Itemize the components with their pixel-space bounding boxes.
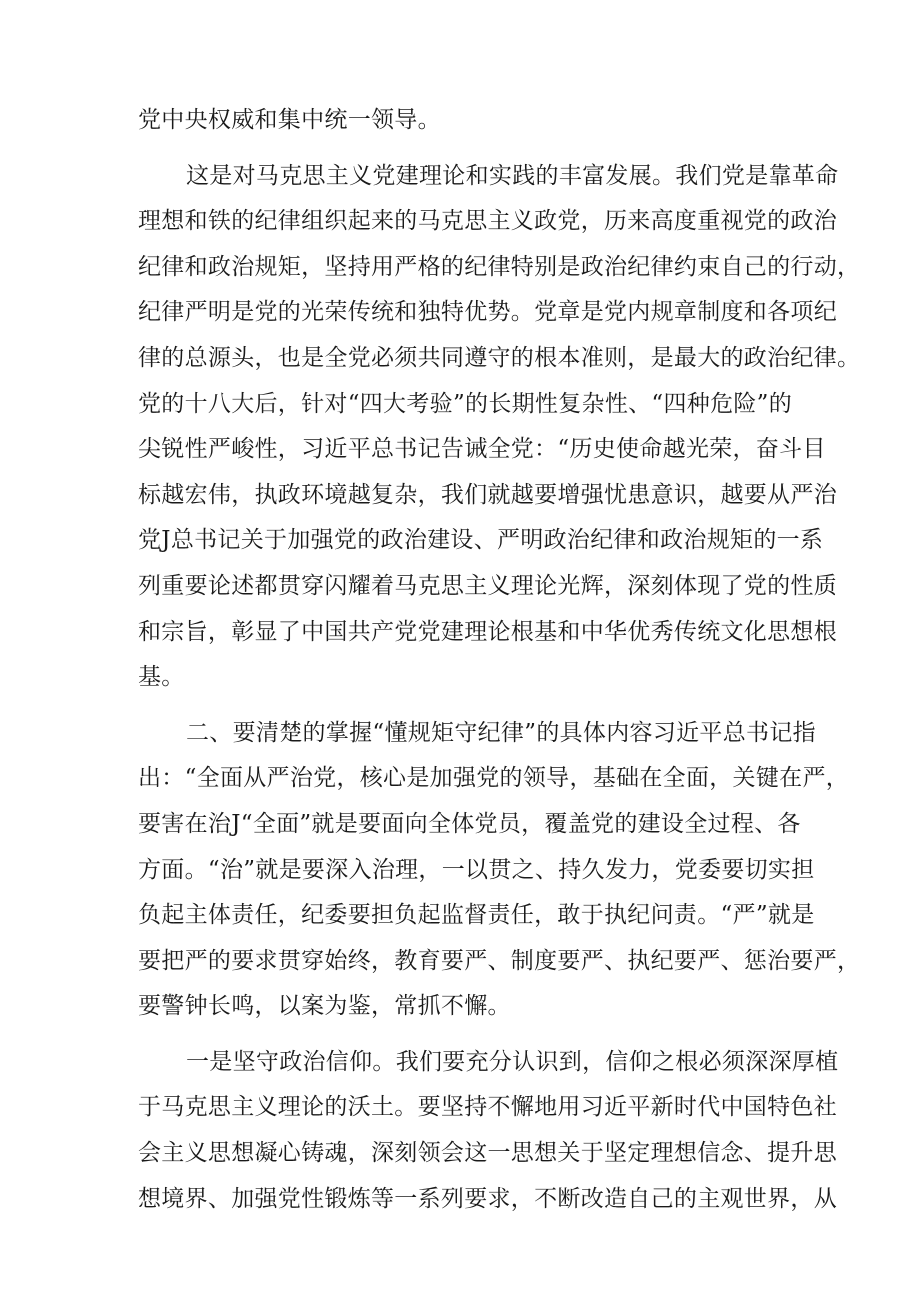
text-line: 想境界、加强党性锻炼等一系列要求，不断改造自己的主观世界，从 xyxy=(138,1185,837,1212)
text-line: 纪律和政治规矩，坚持用严格的纪律特别是政治纪律约束自己的行动， xyxy=(138,253,861,280)
text-line: 会主义思想凝心铸魂，深刻领会这一思想关于坚定理想信念、提升思 xyxy=(138,1140,837,1167)
text-line: 二、要清楚的掌握“懂规矩守纪律”的具体内容习近平总书记指 xyxy=(186,719,816,746)
text-line: 一是坚守政治信仰。我们要充分认识到，信仰之根必须深深厚植 xyxy=(186,1048,839,1075)
text-line: 标越宏伟，执政环境越复杂，我们就越要增强忧患意识，越要从严治 xyxy=(138,481,837,508)
text-line: 要把严的要求贯穿始终，教育要严、制度要严、执纪要严、惩治要严， xyxy=(138,947,861,974)
paragraph-1 xyxy=(138,98,778,144)
paragraph-4 xyxy=(138,1040,839,1222)
text-line: 党中央权威和集中统一领导。 xyxy=(138,107,441,133)
text-line: 和宗旨，彰显了中国共产党党建理论根基和中华优秀传统文化思想根 xyxy=(138,618,837,645)
text-line: 负起主体责任，纪委要担负起监督责任，敢于执纪问责。“严”就是 xyxy=(138,902,815,929)
text-line: 这是对马克思主义党建理论和实践的丰富发展。我们党是靠革命 xyxy=(186,162,839,189)
text-line: 方面。“治”就是要深入治理，一以贯之、持久发力，党委要切实担 xyxy=(138,856,815,883)
text-line: 要警钟长鸣，以案为鉴，常抓不懈。 xyxy=(138,993,511,1020)
text-line: 理想和铁的纪律组织起来的马克思主义政党，历来高度重视党的政治 xyxy=(138,208,837,235)
text-line: 于马克思主义理论的沃土。要坚持不懈地用习近平新时代中国特色社 xyxy=(138,1094,837,1121)
text-line: 出：“全面从严治党，核心是加强党的领导，基础在全面，关键在严， xyxy=(138,765,850,792)
text-line: 基。 xyxy=(138,664,185,691)
text-line: 律的总源头，也是全党必须共同遵守的根本准则，是最大的政治纪律。 xyxy=(138,344,861,371)
paragraph-3 xyxy=(138,711,861,1030)
text-line: 尖锐性严峻性，习近平总书记告诫全党：“历史使命越光荣，奋斗目 xyxy=(138,436,826,463)
text-line: 要害在治J“全面”就是要面向全体党员，覆盖党的建设全过程、各 xyxy=(138,810,801,837)
document-page xyxy=(138,98,861,1222)
paragraph-2 xyxy=(138,154,861,701)
text-line: 列重要论述都贯穿闪耀着马克思主义理论光辉，深刻体现了党的性质 xyxy=(138,572,837,599)
text-line: 党的十八大后，针对“四大考验”的长期性复杂性、“四种危险”的 xyxy=(138,390,793,417)
text-line: 纪律严明是党的光荣传统和独特优势。党章是党内规章制度和各项纪 xyxy=(138,299,837,326)
text-line: 党J总书记关于加强党的政治建设、严明政治纪律和政治规矩的一系 xyxy=(138,527,824,554)
